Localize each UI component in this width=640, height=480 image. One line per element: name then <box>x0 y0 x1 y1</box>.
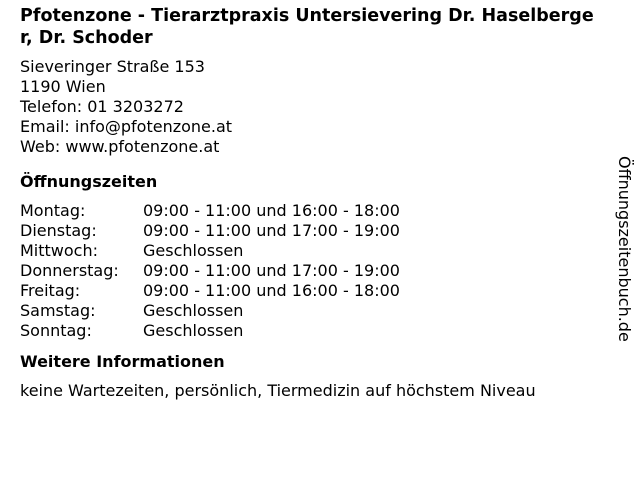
hours-value: Geschlossen <box>143 241 244 260</box>
practice-card <box>20 5 595 401</box>
hours-value: Geschlossen <box>143 301 244 320</box>
hours-row-monday <box>20 201 595 221</box>
day-label: Donnerstag: <box>20 261 119 280</box>
hours-value: Geschlossen <box>143 321 244 340</box>
phone-line: Telefon: 01 3203272 <box>20 97 184 116</box>
hours-row-sunday <box>20 321 595 341</box>
hours-value: 09:00 - 11:00 und 16:00 - 18:00 <box>143 281 400 300</box>
brand-text: Öffnungszeitenbuch.de <box>615 156 634 342</box>
hours-value: 09:00 - 11:00 und 16:00 - 18:00 <box>143 201 400 220</box>
city-line: 1190 Wien <box>20 77 106 96</box>
day-label: Mittwoch: <box>20 241 98 260</box>
hours-row-saturday <box>20 301 595 321</box>
street-line: Sieveringer Straße 153 <box>20 57 205 76</box>
page-title: Pfotenzone - Tierarztpraxis Untersievering Dr. Haselberger, Dr. Schoder <box>20 6 594 48</box>
brand-watermark <box>612 134 636 364</box>
opening-hours-heading: Öffnungszeiten <box>20 172 158 191</box>
day-label: Montag: <box>20 201 86 220</box>
day-label: Dienstag: <box>20 221 97 240</box>
hours-value: 09:00 - 11:00 und 17:00 - 19:00 <box>143 261 400 280</box>
hours-row-thursday <box>20 261 595 281</box>
address-block <box>20 57 595 157</box>
day-label: Sonntag: <box>20 321 92 340</box>
hours-row-tuesday <box>20 221 595 241</box>
hours-value: 09:00 - 11:00 und 17:00 - 19:00 <box>143 221 400 240</box>
email-line: Email: info@pfotenzone.at <box>20 117 233 136</box>
more-info-heading: Weitere Informationen <box>20 352 225 371</box>
hours-row-friday <box>20 281 595 301</box>
day-label: Freitag: <box>20 281 81 300</box>
day-label: Samstag: <box>20 301 96 320</box>
opening-hours-table <box>20 201 595 341</box>
more-info-text: keine Wartezeiten, persönlich, Tiermedizin auf höchstem Niveau <box>20 381 536 400</box>
web-line: Web: www.pfotenzone.at <box>20 137 220 156</box>
hours-row-wednesday <box>20 241 595 261</box>
